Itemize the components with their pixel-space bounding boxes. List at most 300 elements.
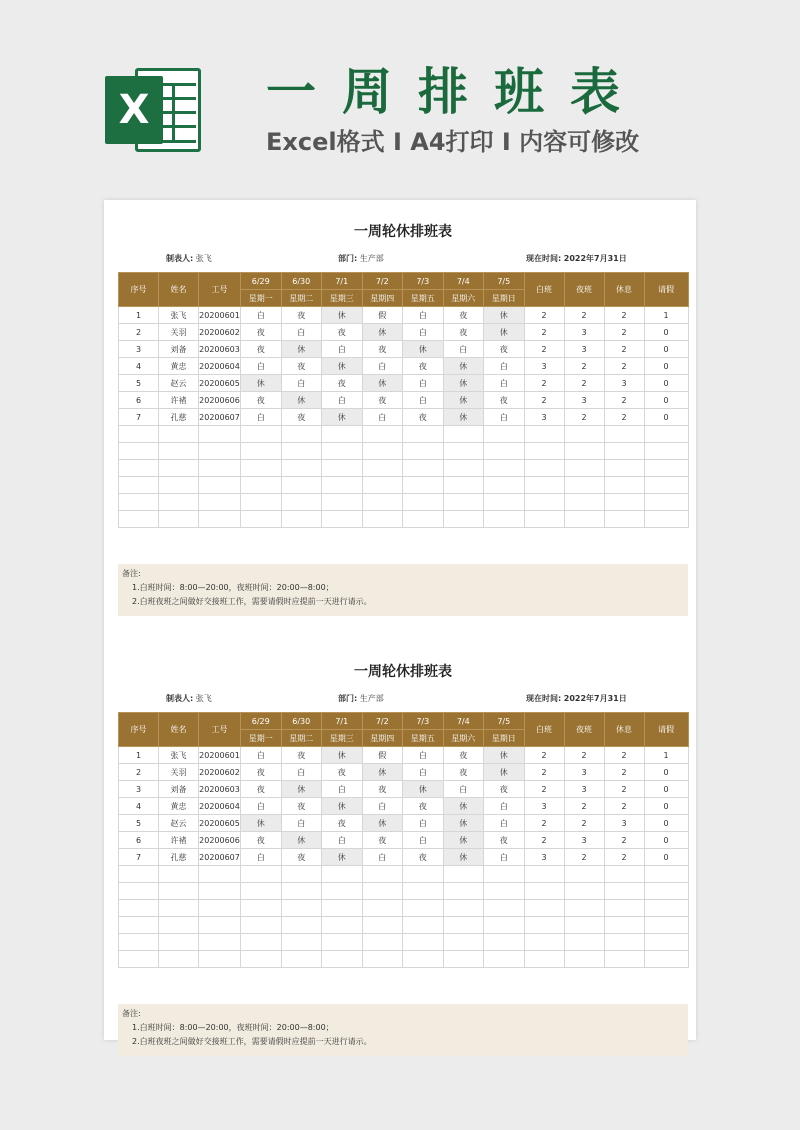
cell-night-count[interactable]: 3 (564, 324, 604, 341)
cell-empty[interactable] (241, 426, 282, 443)
cell-leave-count[interactable]: 0 (644, 324, 688, 341)
cell-empty[interactable] (362, 917, 403, 934)
cell-shift[interactable]: 休 (484, 747, 525, 764)
cell-shift[interactable]: 白 (281, 375, 322, 392)
cell-seq[interactable]: 2 (119, 764, 159, 781)
cell-empty[interactable] (484, 426, 525, 443)
cell-seq[interactable]: 5 (119, 815, 159, 832)
cell-night-count[interactable]: 3 (564, 392, 604, 409)
cell-shift[interactable]: 白 (362, 849, 403, 866)
cell-empty[interactable] (484, 951, 525, 968)
cell-empty[interactable] (159, 460, 199, 477)
cell-night-count[interactable]: 2 (564, 358, 604, 375)
cell-empty[interactable] (281, 494, 322, 511)
cell-name[interactable]: 黄忠 (159, 798, 199, 815)
cell-empty[interactable] (281, 443, 322, 460)
cell-empty[interactable] (564, 934, 604, 951)
cell-shift[interactable]: 休 (403, 781, 444, 798)
cell-empty[interactable] (443, 477, 484, 494)
cell-rest-count[interactable]: 2 (604, 747, 644, 764)
cell-empty[interactable] (322, 494, 363, 511)
cell-shift[interactable]: 白 (403, 307, 444, 324)
cell-empty[interactable] (241, 900, 282, 917)
cell-shift[interactable]: 夜 (241, 764, 282, 781)
cell-empty[interactable] (362, 866, 403, 883)
cell-rest-count[interactable]: 2 (604, 764, 644, 781)
cell-empty[interactable] (322, 900, 363, 917)
cell-shift[interactable]: 休 (443, 849, 484, 866)
cell-shift[interactable]: 白 (241, 358, 282, 375)
cell-shift[interactable]: 白 (241, 409, 282, 426)
cell-seq[interactable]: 4 (119, 358, 159, 375)
cell-name[interactable]: 许褚 (159, 392, 199, 409)
cell-rest-count[interactable]: 2 (604, 307, 644, 324)
cell-empty[interactable] (241, 511, 282, 528)
cell-empty[interactable] (484, 934, 525, 951)
cell-empty[interactable] (281, 426, 322, 443)
cell-id[interactable]: 20200602 (199, 764, 241, 781)
cell-empty[interactable] (199, 460, 241, 477)
cell-shift[interactable]: 休 (443, 392, 484, 409)
cell-rest-count[interactable]: 2 (604, 392, 644, 409)
cell-empty[interactable] (524, 443, 564, 460)
cell-empty[interactable] (484, 494, 525, 511)
cell-rest-count[interactable]: 2 (604, 798, 644, 815)
cell-shift[interactable]: 休 (362, 764, 403, 781)
cell-empty[interactable] (564, 511, 604, 528)
cell-seq[interactable]: 6 (119, 832, 159, 849)
cell-empty[interactable] (322, 443, 363, 460)
cell-shift[interactable]: 夜 (484, 341, 525, 358)
cell-shift[interactable]: 夜 (484, 392, 525, 409)
cell-leave-count[interactable]: 0 (644, 781, 688, 798)
cell-shift[interactable]: 夜 (443, 747, 484, 764)
cell-shift[interactable]: 假 (362, 307, 403, 324)
cell-shift[interactable]: 夜 (443, 324, 484, 341)
cell-shift[interactable]: 夜 (241, 781, 282, 798)
cell-empty[interactable] (604, 866, 644, 883)
cell-shift[interactable]: 白 (362, 409, 403, 426)
cell-night-count[interactable]: 2 (564, 798, 604, 815)
cell-name[interactable]: 张飞 (159, 747, 199, 764)
cell-empty[interactable] (564, 494, 604, 511)
cell-shift[interactable]: 休 (322, 747, 363, 764)
cell-day-count[interactable]: 3 (524, 358, 564, 375)
cell-rest-count[interactable]: 2 (604, 324, 644, 341)
cell-empty[interactable] (604, 426, 644, 443)
cell-day-count[interactable]: 2 (524, 324, 564, 341)
cell-shift[interactable]: 夜 (403, 358, 444, 375)
cell-seq[interactable]: 7 (119, 849, 159, 866)
cell-night-count[interactable]: 3 (564, 341, 604, 358)
cell-empty[interactable] (443, 951, 484, 968)
cell-empty[interactable] (443, 443, 484, 460)
cell-empty[interactable] (604, 883, 644, 900)
cell-shift[interactable]: 休 (322, 798, 363, 815)
cell-empty[interactable] (524, 866, 564, 883)
cell-empty[interactable] (644, 883, 688, 900)
cell-empty[interactable] (119, 443, 159, 460)
cell-empty[interactable] (403, 426, 444, 443)
cell-night-count[interactable]: 2 (564, 815, 604, 832)
cell-empty[interactable] (403, 460, 444, 477)
cell-empty[interactable] (484, 900, 525, 917)
cell-seq[interactable]: 6 (119, 392, 159, 409)
cell-empty[interactable] (564, 460, 604, 477)
cell-empty[interactable] (199, 866, 241, 883)
cell-leave-count[interactable]: 0 (644, 409, 688, 426)
cell-empty[interactable] (159, 883, 199, 900)
cell-empty[interactable] (119, 426, 159, 443)
cell-shift[interactable]: 白 (322, 781, 363, 798)
cell-empty[interactable] (524, 883, 564, 900)
cell-shift[interactable]: 白 (484, 409, 525, 426)
cell-empty[interactable] (322, 477, 363, 494)
cell-rest-count[interactable]: 2 (604, 341, 644, 358)
cell-day-count[interactable]: 2 (524, 747, 564, 764)
cell-day-count[interactable]: 3 (524, 849, 564, 866)
cell-shift[interactable]: 休 (484, 764, 525, 781)
cell-leave-count[interactable]: 1 (644, 747, 688, 764)
cell-day-count[interactable]: 2 (524, 341, 564, 358)
cell-empty[interactable] (119, 477, 159, 494)
cell-shift[interactable]: 白 (403, 815, 444, 832)
cell-seq[interactable]: 3 (119, 781, 159, 798)
cell-empty[interactable] (362, 511, 403, 528)
cell-night-count[interactable]: 2 (564, 409, 604, 426)
cell-empty[interactable] (564, 866, 604, 883)
cell-id[interactable]: 20200606 (199, 832, 241, 849)
cell-day-count[interactable]: 2 (524, 815, 564, 832)
cell-shift[interactable]: 白 (403, 324, 444, 341)
cell-leave-count[interactable]: 0 (644, 798, 688, 815)
cell-day-count[interactable]: 2 (524, 307, 564, 324)
cell-rest-count[interactable]: 2 (604, 358, 644, 375)
cell-shift[interactable]: 休 (443, 815, 484, 832)
cell-empty[interactable] (241, 934, 282, 951)
cell-shift[interactable]: 夜 (322, 764, 363, 781)
cell-empty[interactable] (604, 511, 644, 528)
cell-shift[interactable]: 休 (443, 409, 484, 426)
cell-shift[interactable]: 白 (281, 764, 322, 781)
cell-empty[interactable] (241, 494, 282, 511)
cell-seq[interactable]: 7 (119, 409, 159, 426)
cell-empty[interactable] (159, 917, 199, 934)
cell-empty[interactable] (199, 494, 241, 511)
cell-empty[interactable] (524, 460, 564, 477)
cell-empty[interactable] (644, 866, 688, 883)
cell-empty[interactable] (484, 460, 525, 477)
cell-shift[interactable]: 休 (443, 375, 484, 392)
cell-empty[interactable] (322, 866, 363, 883)
cell-empty[interactable] (524, 477, 564, 494)
cell-empty[interactable] (199, 883, 241, 900)
cell-shift[interactable]: 夜 (484, 832, 525, 849)
cell-shift[interactable]: 夜 (322, 375, 363, 392)
cell-shift[interactable]: 白 (403, 764, 444, 781)
cell-night-count[interactable]: 2 (564, 307, 604, 324)
cell-shift[interactable]: 夜 (322, 815, 363, 832)
cell-empty[interactable] (443, 900, 484, 917)
cell-empty[interactable] (564, 477, 604, 494)
cell-empty[interactable] (564, 951, 604, 968)
cell-empty[interactable] (322, 917, 363, 934)
cell-empty[interactable] (199, 917, 241, 934)
cell-shift[interactable]: 白 (403, 747, 444, 764)
cell-empty[interactable] (241, 917, 282, 934)
cell-empty[interactable] (322, 883, 363, 900)
cell-name[interactable]: 刘备 (159, 341, 199, 358)
cell-shift[interactable]: 白 (281, 815, 322, 832)
cell-leave-count[interactable]: 0 (644, 341, 688, 358)
cell-empty[interactable] (443, 934, 484, 951)
cell-shift[interactable]: 白 (484, 849, 525, 866)
cell-id[interactable]: 20200603 (199, 341, 241, 358)
cell-empty[interactable] (524, 494, 564, 511)
cell-empty[interactable] (604, 951, 644, 968)
cell-empty[interactable] (604, 917, 644, 934)
cell-empty[interactable] (119, 494, 159, 511)
cell-day-count[interactable]: 2 (524, 781, 564, 798)
cell-empty[interactable] (524, 917, 564, 934)
cell-shift[interactable]: 夜 (281, 849, 322, 866)
cell-empty[interactable] (159, 900, 199, 917)
cell-id[interactable]: 20200607 (199, 409, 241, 426)
cell-shift[interactable]: 休 (322, 409, 363, 426)
cell-empty[interactable] (644, 494, 688, 511)
cell-empty[interactable] (241, 477, 282, 494)
cell-shift[interactable]: 休 (443, 798, 484, 815)
cell-shift[interactable]: 休 (281, 832, 322, 849)
cell-empty[interactable] (644, 511, 688, 528)
cell-shift[interactable]: 夜 (403, 798, 444, 815)
cell-shift[interactable]: 假 (362, 747, 403, 764)
cell-empty[interactable] (322, 511, 363, 528)
cell-shift[interactable]: 白 (241, 849, 282, 866)
cell-night-count[interactable]: 2 (564, 375, 604, 392)
cell-id[interactable]: 20200604 (199, 358, 241, 375)
cell-empty[interactable] (241, 951, 282, 968)
cell-empty[interactable] (322, 426, 363, 443)
cell-empty[interactable] (484, 477, 525, 494)
cell-empty[interactable] (281, 917, 322, 934)
cell-leave-count[interactable]: 1 (644, 307, 688, 324)
cell-empty[interactable] (199, 951, 241, 968)
cell-empty[interactable] (119, 951, 159, 968)
cell-empty[interactable] (159, 866, 199, 883)
cell-shift[interactable]: 白 (362, 358, 403, 375)
cell-name[interactable]: 关羽 (159, 764, 199, 781)
cell-seq[interactable]: 3 (119, 341, 159, 358)
cell-id[interactable]: 20200604 (199, 798, 241, 815)
cell-id[interactable]: 20200606 (199, 392, 241, 409)
cell-seq[interactable]: 4 (119, 798, 159, 815)
cell-empty[interactable] (119, 917, 159, 934)
cell-empty[interactable] (403, 866, 444, 883)
cell-shift[interactable]: 白 (241, 307, 282, 324)
cell-name[interactable]: 赵云 (159, 375, 199, 392)
cell-empty[interactable] (604, 477, 644, 494)
cell-seq[interactable]: 1 (119, 747, 159, 764)
cell-day-count[interactable]: 2 (524, 764, 564, 781)
cell-empty[interactable] (403, 494, 444, 511)
cell-empty[interactable] (443, 426, 484, 443)
cell-leave-count[interactable]: 0 (644, 375, 688, 392)
cell-empty[interactable] (564, 900, 604, 917)
cell-shift[interactable]: 休 (241, 375, 282, 392)
cell-empty[interactable] (199, 426, 241, 443)
cell-shift[interactable]: 白 (484, 798, 525, 815)
cell-shift[interactable]: 白 (241, 747, 282, 764)
cell-empty[interactable] (241, 883, 282, 900)
cell-id[interactable]: 20200602 (199, 324, 241, 341)
cell-id[interactable]: 20200605 (199, 375, 241, 392)
cell-empty[interactable] (362, 883, 403, 900)
cell-empty[interactable] (241, 443, 282, 460)
cell-empty[interactable] (524, 511, 564, 528)
cell-shift[interactable]: 白 (403, 375, 444, 392)
cell-empty[interactable] (604, 460, 644, 477)
cell-id[interactable]: 20200605 (199, 815, 241, 832)
cell-id[interactable]: 20200601 (199, 747, 241, 764)
cell-empty[interactable] (604, 934, 644, 951)
cell-empty[interactable] (322, 934, 363, 951)
cell-empty[interactable] (199, 443, 241, 460)
cell-shift[interactable]: 白 (281, 324, 322, 341)
cell-leave-count[interactable]: 0 (644, 832, 688, 849)
cell-name[interactable]: 关羽 (159, 324, 199, 341)
cell-shift[interactable]: 休 (403, 341, 444, 358)
cell-day-count[interactable]: 2 (524, 392, 564, 409)
cell-empty[interactable] (524, 426, 564, 443)
cell-shift[interactable]: 夜 (241, 341, 282, 358)
cell-empty[interactable] (119, 883, 159, 900)
cell-empty[interactable] (403, 443, 444, 460)
cell-empty[interactable] (281, 511, 322, 528)
cell-empty[interactable] (281, 866, 322, 883)
cell-shift[interactable]: 夜 (281, 747, 322, 764)
cell-night-count[interactable]: 3 (564, 832, 604, 849)
cell-empty[interactable] (524, 934, 564, 951)
cell-shift[interactable]: 夜 (362, 832, 403, 849)
cell-seq[interactable]: 2 (119, 324, 159, 341)
cell-empty[interactable] (322, 460, 363, 477)
cell-empty[interactable] (159, 477, 199, 494)
cell-shift[interactable]: 夜 (403, 849, 444, 866)
cell-shift[interactable]: 夜 (241, 832, 282, 849)
cell-empty[interactable] (443, 917, 484, 934)
cell-empty[interactable] (403, 934, 444, 951)
cell-empty[interactable] (403, 883, 444, 900)
cell-shift[interactable]: 休 (281, 781, 322, 798)
cell-shift[interactable]: 休 (241, 815, 282, 832)
cell-empty[interactable] (362, 460, 403, 477)
cell-empty[interactable] (362, 443, 403, 460)
cell-empty[interactable] (281, 900, 322, 917)
cell-empty[interactable] (443, 883, 484, 900)
cell-empty[interactable] (443, 494, 484, 511)
cell-empty[interactable] (159, 934, 199, 951)
cell-empty[interactable] (159, 494, 199, 511)
cell-empty[interactable] (644, 900, 688, 917)
cell-rest-count[interactable]: 3 (604, 375, 644, 392)
cell-shift[interactable]: 休 (443, 832, 484, 849)
cell-name[interactable]: 赵云 (159, 815, 199, 832)
cell-day-count[interactable]: 3 (524, 798, 564, 815)
cell-shift[interactable]: 夜 (484, 781, 525, 798)
cell-shift[interactable]: 白 (403, 832, 444, 849)
cell-empty[interactable] (281, 460, 322, 477)
cell-empty[interactable] (362, 934, 403, 951)
cell-empty[interactable] (199, 511, 241, 528)
cell-leave-count[interactable]: 0 (644, 764, 688, 781)
cell-empty[interactable] (199, 934, 241, 951)
cell-shift[interactable]: 白 (362, 798, 403, 815)
cell-empty[interactable] (484, 866, 525, 883)
cell-shift[interactable]: 休 (322, 358, 363, 375)
cell-empty[interactable] (281, 883, 322, 900)
cell-empty[interactable] (524, 951, 564, 968)
cell-shift[interactable]: 夜 (362, 781, 403, 798)
cell-shift[interactable]: 夜 (281, 798, 322, 815)
cell-day-count[interactable]: 3 (524, 409, 564, 426)
cell-empty[interactable] (159, 443, 199, 460)
cell-id[interactable]: 20200603 (199, 781, 241, 798)
cell-shift[interactable]: 休 (322, 849, 363, 866)
cell-empty[interactable] (159, 951, 199, 968)
cell-empty[interactable] (644, 917, 688, 934)
cell-shift[interactable]: 休 (281, 392, 322, 409)
cell-empty[interactable] (403, 951, 444, 968)
cell-shift[interactable]: 夜 (443, 764, 484, 781)
cell-name[interactable]: 张飞 (159, 307, 199, 324)
cell-id[interactable]: 20200601 (199, 307, 241, 324)
cell-empty[interactable] (281, 477, 322, 494)
cell-leave-count[interactable]: 0 (644, 358, 688, 375)
cell-empty[interactable] (281, 934, 322, 951)
cell-empty[interactable] (484, 917, 525, 934)
cell-shift[interactable]: 休 (322, 307, 363, 324)
cell-rest-count[interactable]: 2 (604, 849, 644, 866)
cell-empty[interactable] (119, 934, 159, 951)
cell-rest-count[interactable]: 2 (604, 832, 644, 849)
cell-shift[interactable]: 白 (241, 798, 282, 815)
cell-empty[interactable] (362, 494, 403, 511)
cell-shift[interactable]: 休 (443, 358, 484, 375)
cell-empty[interactable] (362, 900, 403, 917)
cell-shift[interactable]: 夜 (362, 392, 403, 409)
cell-shift[interactable]: 白 (484, 815, 525, 832)
cell-shift[interactable]: 白 (443, 781, 484, 798)
cell-empty[interactable] (604, 494, 644, 511)
cell-empty[interactable] (403, 900, 444, 917)
cell-shift[interactable]: 休 (362, 815, 403, 832)
cell-empty[interactable] (484, 883, 525, 900)
cell-empty[interactable] (604, 900, 644, 917)
cell-empty[interactable] (362, 951, 403, 968)
cell-empty[interactable] (443, 511, 484, 528)
cell-shift[interactable]: 夜 (403, 409, 444, 426)
cell-shift[interactable]: 夜 (241, 392, 282, 409)
cell-shift[interactable]: 白 (322, 832, 363, 849)
cell-name[interactable]: 孔慈 (159, 409, 199, 426)
cell-empty[interactable] (119, 900, 159, 917)
cell-empty[interactable] (362, 426, 403, 443)
cell-night-count[interactable]: 2 (564, 747, 604, 764)
cell-empty[interactable] (403, 917, 444, 934)
cell-empty[interactable] (362, 477, 403, 494)
cell-leave-count[interactable]: 0 (644, 392, 688, 409)
